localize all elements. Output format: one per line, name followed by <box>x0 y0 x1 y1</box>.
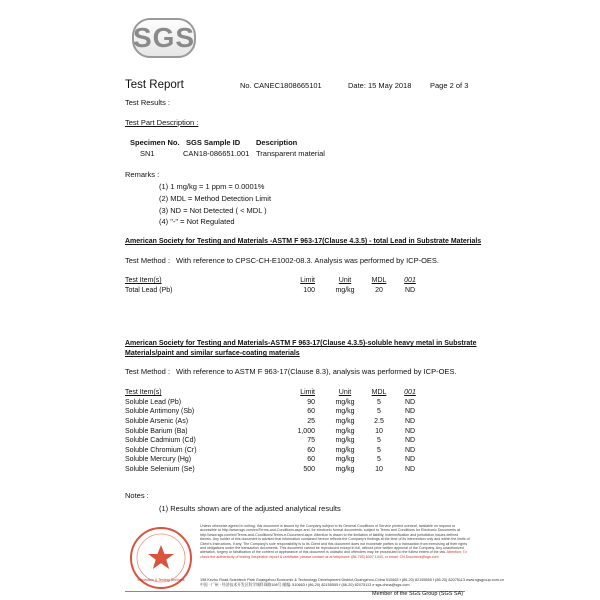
column-header: Test Item(s) <box>125 389 162 397</box>
table-cell: 2.5 <box>374 418 384 426</box>
table-header-row <box>125 388 425 398</box>
table-cell: 10 <box>375 427 383 435</box>
table-cell: 10 <box>375 466 383 474</box>
column-header: 001 <box>404 389 416 397</box>
report-date: Date: 15 May 2018 <box>348 81 412 90</box>
section2-table <box>125 388 425 474</box>
section1-method-text: With reference to CPSC-CH-E1002-08.3. Analysis was performed by ICP-OES. <box>176 256 440 265</box>
report-number: No. CANEC1808665101 <box>240 81 322 90</box>
column-header: Limit <box>300 389 315 397</box>
table-cell: mg/kg <box>335 427 355 435</box>
table-cell: 60 <box>307 408 315 416</box>
table-cell: Soluble Chromium (Cr) <box>125 446 197 454</box>
table-row <box>125 465 425 475</box>
table-cell: 5 <box>377 437 381 445</box>
table-cell: 5 <box>377 398 381 406</box>
section2-method-label: Test Method : <box>125 367 171 376</box>
specimen-header: Specimen No. <box>130 138 180 147</box>
table-row <box>125 436 425 446</box>
table-cell: ND <box>404 427 416 435</box>
table-cell: Total Lead (Pb) <box>125 286 173 294</box>
table-cell: 1,000 <box>297 427 315 435</box>
table-cell: mg/kg <box>335 456 355 464</box>
remark-item: (2) MDL = Method Detection Limit <box>159 194 272 203</box>
notes-label: Notes : <box>125 491 149 500</box>
table-cell: 100 <box>303 286 315 294</box>
table-cell: Soluble Barium (Ba) <box>125 427 188 435</box>
table-row <box>125 398 425 408</box>
table-cell: 500 <box>303 466 315 474</box>
table-cell: 90 <box>307 398 315 406</box>
table-cell: mg/kg <box>335 446 355 454</box>
footer-disclaimer: Unless otherwise agreed in writing, this document is issued by the Company subject to its General Conditions of Service printed overleaf, available on request or accessible at http://www.sgs.com/en/Terms-and-Conditions.aspx and, for electronic format documents, subject to Terms and Conditions for Electronic Documents at http://www.sgs.com/en/Terms-and-Conditions/Terms-e-Document.aspx. Attention is drawn to the limitation of liability, indemnification and jurisdiction issues defined therein. Any holder of this document is advised that information contained hereon reflects the Company's findings at the time of its intervention only and within the limits of Client's instructions, if any. The Company's sole responsibility is to its Client and this document does not exonerate parties to a transaction from exercising all their rights and obligations under the transaction documents. This document cannot be reproduced except in full, without prior written approval of the Company. Any unauthorized alteration, forgery or falsification of the content or appearance of this document is unlawful and offenders may be prosecuted to the fullest extent of the law. Attention: To check the authenticity of testing /inspection report & certificate, please contact us at telephone: (86-755) 8307 1443, or email: CN.Doccheck@sgs.com <box>200 524 470 559</box>
table-cell: 5 <box>377 408 381 416</box>
table-cell: mg/kg <box>335 437 355 445</box>
table-cell: ND <box>404 456 416 464</box>
table-cell: mg/kg <box>335 398 355 406</box>
table-cell: ND <box>404 418 416 426</box>
table-cell: mg/kg <box>335 418 355 426</box>
sample-id-value: CAN18-086651.001 <box>183 149 250 158</box>
column-header: MDL <box>371 277 387 285</box>
section1-table <box>125 276 425 295</box>
table-cell: Soluble Cadmium (Cd) <box>125 437 196 445</box>
table-cell: 25 <box>307 418 315 426</box>
table-row <box>125 407 425 417</box>
table-cell: Soluble Selenium (Se) <box>125 466 195 474</box>
remark-item: (4) "-" = Not Regulated <box>159 217 235 226</box>
column-header: Limit <box>300 277 315 285</box>
table-row <box>125 417 425 427</box>
page-number: Page 2 of 3 <box>430 81 469 90</box>
table-cell: mg/kg <box>335 466 355 474</box>
remarks-label: Remarks : <box>125 170 160 179</box>
svg-text:Inspection & Testing Services: Inspection & Testing Services <box>137 578 185 582</box>
section2-heading-line2: Materials/paint and similar surface-coating materials <box>125 350 300 357</box>
table-cell: ND <box>404 408 416 416</box>
test-results-label: Test Results : <box>125 98 171 107</box>
sgs-seal-stamp <box>128 525 194 591</box>
footer-address: 198 Kezhu Road,Scientech Park Guangzhou Economic & Technology Development District,Guangzhou,China 510663 t (86-20) 82155555 f (86-20) 82075113 www.sgsgroup.com.cn 中国 · 广州 · 经济技术开发区科学城科珠路198号 邮编: 510663 t (86-20) 82155555 f (86-20) 82075113 e sgs.china@sgs.com <box>200 578 505 587</box>
section2-method-text: With reference to ASTM F 963-17(Clause 8.3), analysis was performed by ICP-OES. <box>176 367 457 376</box>
column-header: Test Item(s) <box>125 277 162 285</box>
table-cell: 5 <box>377 456 381 464</box>
table-row <box>125 426 425 436</box>
note-item: (1) Results shown are of the adjusted analytical results <box>159 504 341 513</box>
table-cell: ND <box>404 398 416 406</box>
column-header: Unit <box>338 389 352 397</box>
star-icon <box>148 545 174 569</box>
table-cell: mg/kg <box>335 286 355 294</box>
table-header-row <box>125 276 425 286</box>
table-cell: 75 <box>307 437 315 445</box>
footer-attention: Attention: To check the authenticity of testing /inspection report & certificate, please contact us at telephone: (86-755) 8307 1443, or email: CN.Doccheck@sgs.com <box>200 550 467 559</box>
table-cell: mg/kg <box>335 408 355 416</box>
table-cell: Soluble Lead (Pb) <box>125 398 182 406</box>
table-cell: 60 <box>307 446 315 454</box>
remark-item: (1) 1 mg/kg = 1 ppm = 0.0001% <box>159 182 265 191</box>
description-header: Description <box>256 138 298 147</box>
table-cell: ND <box>404 446 416 454</box>
table-cell: 20 <box>375 286 383 294</box>
table-cell: 60 <box>307 456 315 464</box>
column-header: 001 <box>404 277 416 285</box>
table-cell: Soluble Antimony (Sb) <box>125 408 195 416</box>
report-title: Test Report <box>125 79 184 91</box>
section1-heading: American Society for Testing and Materials -ASTM F 963-17(Clause 4.3.5) - total Lead in Substrate Materials <box>125 238 482 245</box>
table-cell: 5 <box>377 446 381 454</box>
section2-heading-line1: American Society for Testing and Materials-ASTM F 963-17(Clause 4.3.5)-soluble heavy metal in Substrate <box>125 340 477 347</box>
specimen-value: SN1 <box>140 149 155 158</box>
table-row <box>125 446 425 456</box>
table-cell: Soluble Mercury (Hg) <box>125 456 192 464</box>
table-cell: ND <box>404 466 416 474</box>
description-value: Transparent material <box>256 149 325 158</box>
table-cell: Soluble Arsenic (As) <box>125 418 189 426</box>
test-part-label: Test Part Description : <box>125 118 199 127</box>
column-header: MDL <box>371 389 387 397</box>
section1-method-label: Test Method : <box>125 256 171 265</box>
table-row <box>125 455 425 465</box>
sample-id-header: SGS Sample ID <box>186 138 241 147</box>
member-text: Member of the SGS Group (SGS SA) <box>372 591 464 597</box>
table-cell: ND <box>404 437 416 445</box>
table-cell: ND <box>404 286 416 294</box>
table-row <box>125 286 425 296</box>
sgs-logo: SGS <box>132 18 196 58</box>
remark-item: (3) ND = Not Detected ( < MDL ) <box>159 206 267 215</box>
column-header: Unit <box>338 277 352 285</box>
